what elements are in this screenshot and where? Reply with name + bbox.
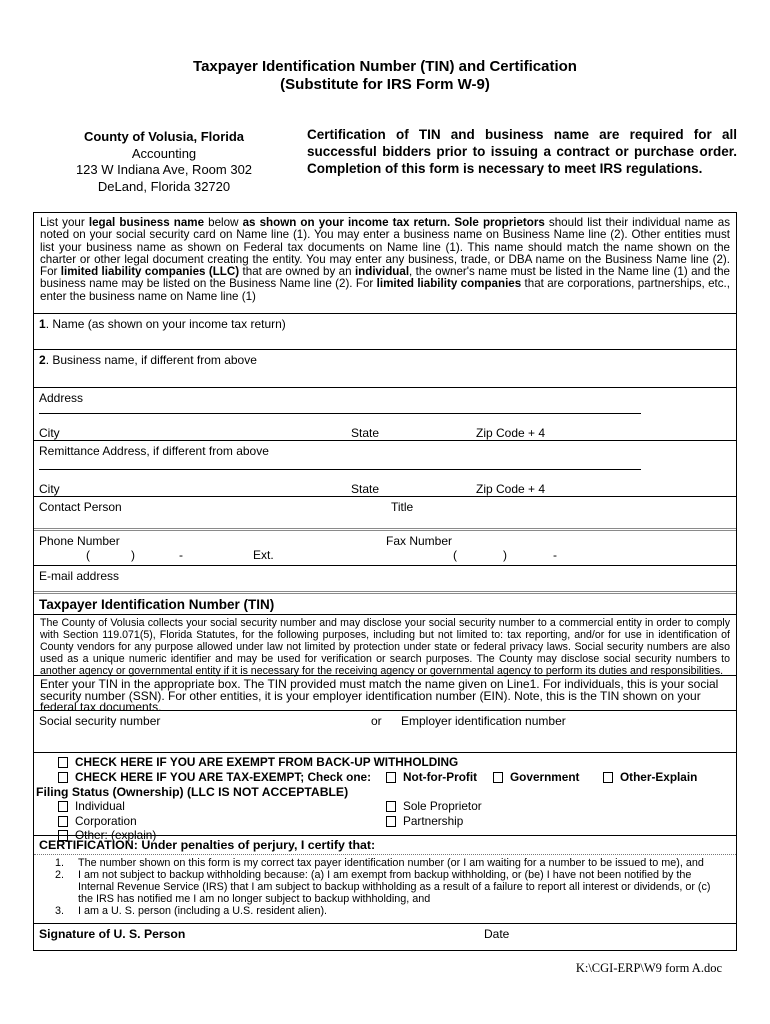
individual-option <box>58 800 386 814</box>
other-filing-label: Other: (explain) <box>75 828 157 842</box>
sole-proprietor-option <box>386 800 482 814</box>
tax-exempt-line <box>34 771 736 785</box>
org-city: DeLand, Florida 32720 <box>97 178 231 194</box>
tin-section-header-row <box>34 591 736 614</box>
backup-withholding-line <box>34 756 736 770</box>
exempt-filing-row <box>34 752 736 842</box>
certification-item-3-text: I am a U. S. person (including a U.S. resident alien). <box>78 905 328 918</box>
tin-privacy-paragraph: The County of Volusia collects your social security number and may disclose your social security number to a commercial entity in order to comply with Section 119.071(5), Florida Statutes, for the following purposes, including but not limited to: tax reporting, and/or for use in identification of County vendors for any purpose allowed under law not limited by protection under state or federal privacy laws. Social security numbers are also used as a unique numeric identifier and may be used for verification or search purposes. The County may disclose social security numbers to another agency or governmental entity if it is necessary for the receiving agency or governmental agency to perform its duties and responsibilities. <box>40 617 730 677</box>
not-for-profit-option <box>386 771 493 785</box>
org-department: Accounting <box>131 145 197 161</box>
other-explain-label: Other-Explain <box>620 769 698 784</box>
certification-item-3-number: 3. <box>54 905 64 918</box>
certification-item-1-number: 1. <box>54 857 64 869</box>
header-block <box>33 126 737 195</box>
intro-paragraph: List your legal business name below as shown on your income tax return. Sole proprietors should list their individual name as noted on your social security card on Name line (1). You may enter a business name on Business Name line (2). Other entities must list your business name as shown on Federal tax documents on Name line (1). This name should match the name shown on the charter or other legal document creating the entity. You may enter any business, trade, or DBA name on the Business Name line (2). For limited liability companies (LLC) that are owned by an individual, the owner's name must be listed in the Name line (1) and the business name may be listed on the Business Name line (2). For limited liability companies that are corporations, partnerships, etc., enter the business name on Name line (1) <box>40 216 730 303</box>
certification-items-row <box>34 854 736 923</box>
tin-section-heading: Taxpayer Identification Number (TIN) <box>39 597 275 612</box>
tin-privacy-row <box>34 614 736 675</box>
filing-status-line-2 <box>34 815 736 829</box>
intro-row <box>34 213 736 313</box>
other-explain-checkbox[interactable] <box>603 772 613 783</box>
ssn-label: Social security number <box>39 714 161 728</box>
certification-heading: CERTIFICATION: Under penalties of perjury, I certify that: <box>39 838 376 852</box>
phone-paren-open: ( <box>86 548 90 562</box>
remittance-city-label: City <box>39 482 60 496</box>
fax-number-label: Fax Number <box>386 534 453 548</box>
page-title <box>33 58 737 94</box>
remittance-address-row[interactable] <box>34 440 736 496</box>
contact-person-row[interactable] <box>34 496 736 528</box>
filing-status-heading: Filing Status (Ownership) (LLC IS NOT ACCEPTABLE) <box>36 785 349 799</box>
not-for-profit-checkbox[interactable] <box>386 772 396 783</box>
certification-item-1 <box>34 857 728 869</box>
address-row[interactable] <box>34 387 736 440</box>
signature-label: Signature of U. S. Person <box>39 927 186 941</box>
backup-withholding-checkbox[interactable] <box>58 757 68 768</box>
document-file-path: K:\CGI-ERP\W9 form A.doc <box>575 961 722 975</box>
sole-proprietor-label: Sole Proprietor <box>403 799 482 813</box>
business-name-row[interactable] <box>34 349 736 387</box>
phone-dash: - <box>179 548 183 562</box>
tin-instructions-row <box>34 675 736 715</box>
corporation-option <box>58 815 386 829</box>
ein-label: Employer identification number <box>401 714 566 728</box>
partnership-label: Partnership <box>403 813 464 828</box>
certification-header-row <box>34 835 736 854</box>
remittance-zip-label: Zip Code + 4 <box>476 482 546 496</box>
remittance-state-label: State <box>351 482 380 496</box>
individual-label: Individual <box>75 799 125 813</box>
org-street: 123 W Indiana Ave, Room 302 <box>75 162 253 177</box>
corporation-checkbox[interactable] <box>58 816 68 827</box>
name-row[interactable] <box>34 313 736 349</box>
title-label: Title <box>391 500 414 514</box>
fax-paren-open: ( <box>453 548 457 562</box>
name-field-number: 1 <box>39 317 46 331</box>
certification-item-2-text: I am not subject to backup withholding because: (a) I am exempt from backup withholding, or (be) I have not been notified by the Internal Revenue Service (IRS) that I am subject to backup withholding as a result of a failure to report all interest or dividends, or (c) the IRS has notified me I am no longer subject to backup withholding, and <box>78 869 711 906</box>
partnership-checkbox[interactable] <box>386 816 396 827</box>
address-label: Address <box>39 391 84 405</box>
not-for-profit-label: Not-for-Profit <box>403 769 478 784</box>
contact-person-label: Contact Person <box>39 500 122 514</box>
form-table <box>33 212 737 951</box>
phone-fax-row[interactable] <box>34 528 736 565</box>
ext-label: Ext. <box>253 548 274 562</box>
individual-checkbox[interactable] <box>58 801 68 812</box>
remittance-fill-line[interactable] <box>39 469 641 470</box>
corporation-label: Corporation <box>75 813 137 828</box>
signature-row[interactable] <box>34 923 736 950</box>
certification-notice: Certification of TIN and business name are required for all successful bidders prior to issuing a contract or purchase order. Completion of this form is necessary to meet IRS regulations. <box>307 127 737 176</box>
filing-status-line-1 <box>34 800 736 814</box>
name-field-label: 1. Name (as shown on your income tax return) <box>39 317 286 331</box>
ssn-ein-row[interactable] <box>34 710 736 752</box>
business-name-field-label: 2. Business name, if different from above <box>39 353 257 367</box>
government-option <box>493 771 603 785</box>
government-checkbox[interactable] <box>493 772 503 783</box>
other-explain-option <box>603 771 697 785</box>
org-address-block <box>33 126 295 195</box>
phone-paren-close: ) <box>131 548 135 562</box>
fax-paren-close: ) <box>503 548 507 562</box>
or-label: or <box>371 714 382 728</box>
page-title-line1: Taxpayer Identification Number (TIN) and Certification <box>193 58 577 75</box>
address-fill-line[interactable] <box>39 413 641 414</box>
page-title-line2: (Substitute for IRS Form W-9) <box>280 76 490 93</box>
certification-list <box>34 855 736 921</box>
tax-exempt-checkbox[interactable] <box>58 772 68 783</box>
org-name: County of Volusia, Florida <box>83 129 245 144</box>
sole-proprietor-checkbox[interactable] <box>386 801 396 812</box>
certification-item-1-text: The number shown on this form is my correct tax payer identification number (or I am waiting for a number to be issued to me), and <box>78 857 704 869</box>
certification-item-2 <box>34 869 728 905</box>
tax-exempt-option <box>58 771 386 785</box>
zip-label: Zip Code + 4 <box>476 426 546 440</box>
certification-item-3 <box>34 905 728 917</box>
remittance-address-label: Remittance Address, if different from above <box>39 444 269 458</box>
city-label: City <box>39 426 60 440</box>
tin-instructions-paragraph: Enter your TIN in the appropriate box. The TIN provided must match the name given on Line1. For individuals, this is your social security number (SSN). For other entities, it is your employer identification number (EIN). Note, this is the TIN shown on your federal tax documents. <box>40 677 719 715</box>
email-row[interactable] <box>34 565 736 591</box>
tax-exempt-label: CHECK HERE IF YOU ARE TAX-EXEMPT; Check one: <box>75 769 372 784</box>
w9-substitute-form <box>33 0 737 951</box>
email-label: E-mail address <box>39 569 120 583</box>
phone-number-label: Phone Number <box>39 534 120 548</box>
state-label: State <box>351 426 380 440</box>
fax-dash: - <box>553 548 557 562</box>
partnership-option <box>386 815 463 829</box>
backup-withholding-label: CHECK HERE IF YOU ARE EXEMPT FROM BACK-UP WITHHOLDING <box>75 755 459 769</box>
business-name-field-number: 2 <box>39 353 46 367</box>
certification-item-2-number: 2. <box>54 869 64 882</box>
date-label: Date <box>484 927 510 941</box>
government-label: Government <box>510 769 580 784</box>
